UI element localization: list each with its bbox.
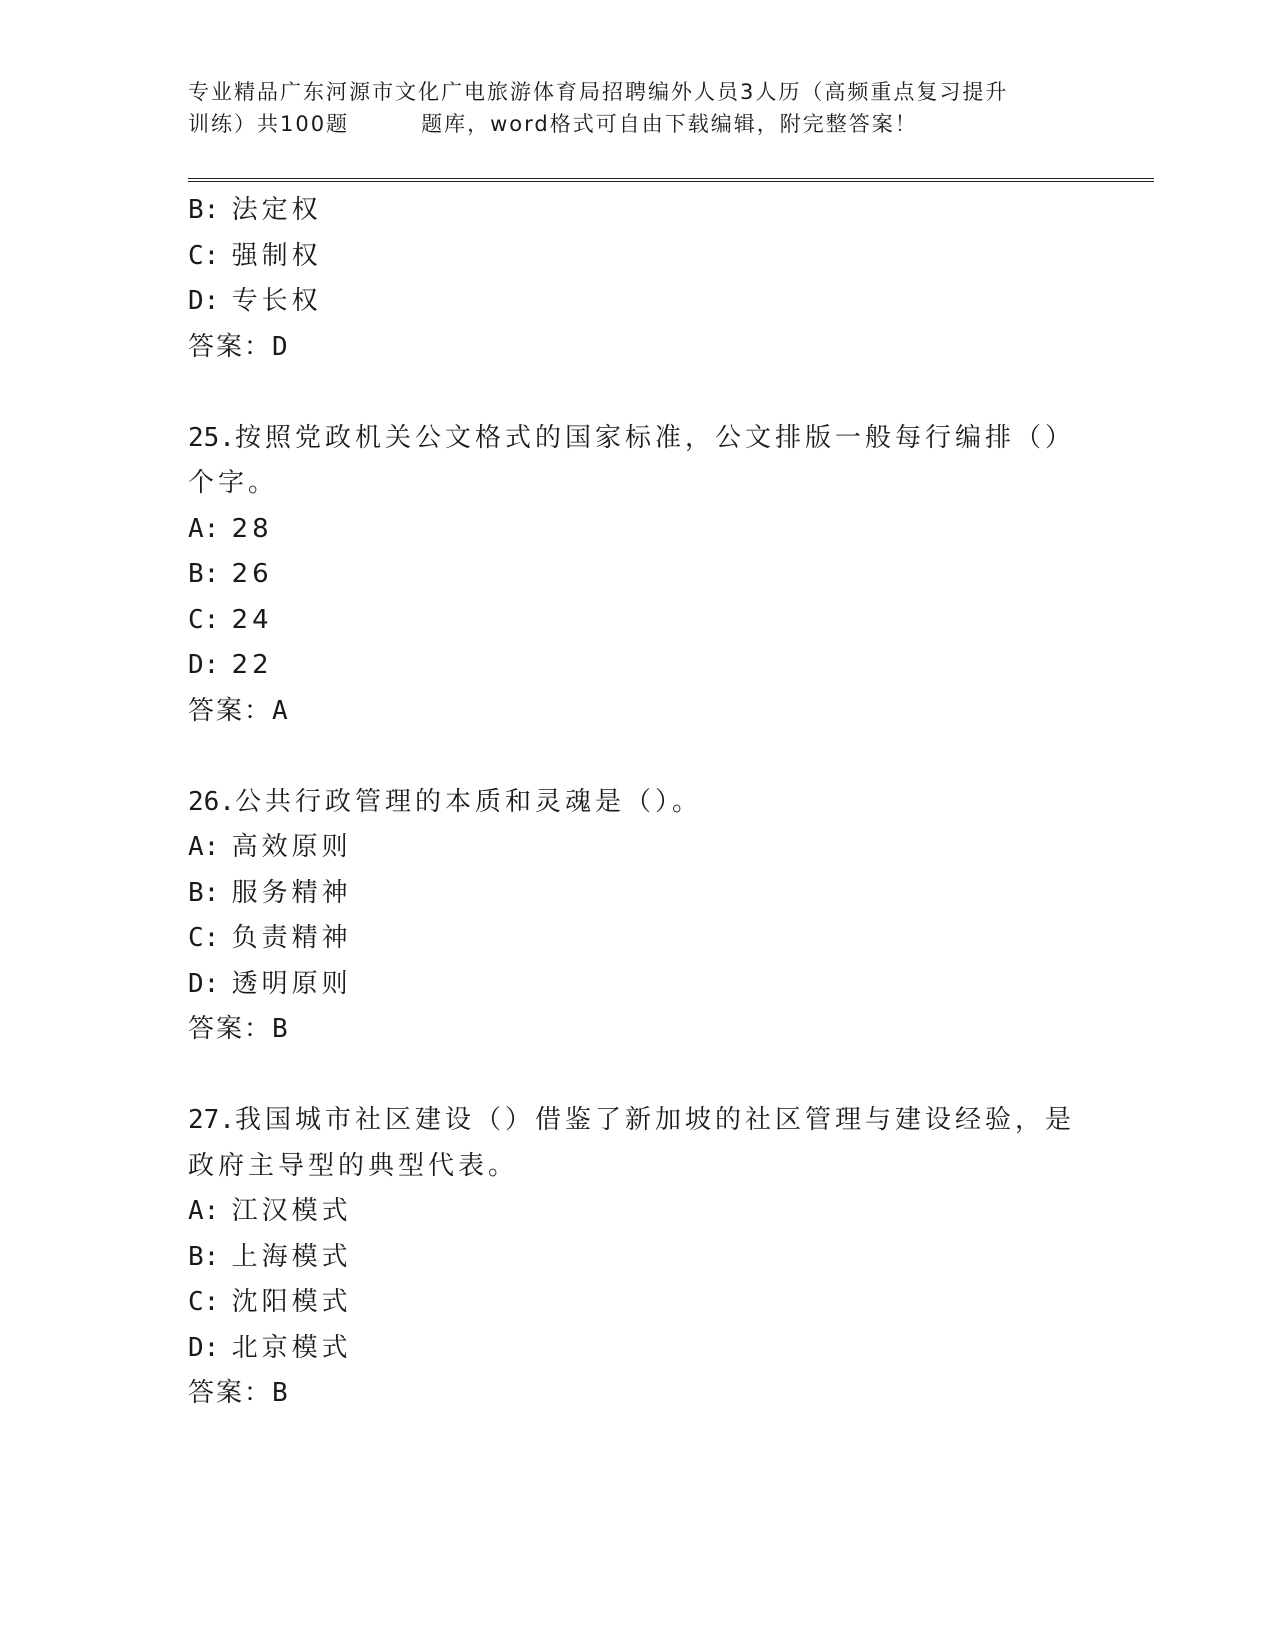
answer-label: 答案： xyxy=(188,1378,273,1408)
option-text: 江汉模式 xyxy=(231,1196,352,1226)
option-text: 强制权 xyxy=(231,240,322,271)
option-row xyxy=(188,643,1088,689)
question-number: 26. xyxy=(188,786,235,817)
option-row xyxy=(188,188,1088,234)
option-text: 28 xyxy=(231,513,273,544)
question-25 xyxy=(188,416,1088,735)
answer-value: A xyxy=(272,695,288,726)
option-row xyxy=(188,1326,1088,1372)
answer-line xyxy=(188,325,1088,371)
answer-line xyxy=(188,1371,1088,1417)
answer-line xyxy=(188,1007,1088,1053)
option-text: 专长权 xyxy=(231,286,322,316)
option-text: 法定权 xyxy=(231,195,322,225)
option-letter: D: xyxy=(188,650,220,680)
option-row xyxy=(188,598,1088,644)
option-row xyxy=(188,1189,1088,1235)
question-stem xyxy=(188,780,1078,826)
option-row xyxy=(188,552,1088,598)
option-text: 上海模式 xyxy=(231,1241,352,1272)
header-divider xyxy=(188,178,1154,182)
question-26 xyxy=(188,780,1088,1053)
option-letter: B: xyxy=(188,1241,220,1272)
header-line-2-part-a: 训练）共100题 xyxy=(188,112,350,136)
option-text: 透明原则 xyxy=(231,968,352,999)
option-row xyxy=(188,916,1088,962)
option-letter: B: xyxy=(188,195,220,225)
option-letter: A: xyxy=(188,513,220,544)
answer-label: 答案： xyxy=(188,1014,273,1044)
question-stem xyxy=(188,416,1078,507)
option-row xyxy=(188,825,1088,871)
option-row xyxy=(188,234,1088,280)
option-letter: C: xyxy=(188,923,220,953)
option-row xyxy=(188,871,1088,917)
option-letter: C: xyxy=(188,1287,220,1317)
option-row xyxy=(188,1235,1088,1281)
option-letter: D: xyxy=(188,968,220,999)
option-text: 24 xyxy=(231,604,273,635)
header-line-1: 专业精品广东河源市文化广电旅游体育局招聘编外人员3人历（高频重点复习提升 xyxy=(188,80,1009,104)
option-row xyxy=(188,962,1088,1008)
option-letter: A: xyxy=(188,832,220,862)
page-header xyxy=(188,76,1088,140)
option-row xyxy=(188,507,1088,553)
option-text: 北京模式 xyxy=(231,1332,352,1363)
question-number: 25. xyxy=(188,422,235,453)
answer-value: D xyxy=(272,331,288,362)
question-content xyxy=(188,188,1088,1417)
question-stem xyxy=(188,1098,1078,1189)
question-text: 按照党政机关公文格式的国家标准，公文排版一般每行编排（）个字。 xyxy=(188,422,1075,498)
option-text: 服务精神 xyxy=(231,877,352,908)
question-text: 公共行政管理的本质和灵魂是（）。 xyxy=(234,786,702,817)
option-text: 高效原则 xyxy=(231,832,352,862)
option-letter: D: xyxy=(188,286,220,316)
header-line-2 xyxy=(188,108,1088,140)
option-text: 沈阳模式 xyxy=(231,1287,352,1317)
prev-question-tail xyxy=(188,188,1088,370)
header-line-2-part-b: 题库，word格式可自由下载编辑，附完整答案！ xyxy=(421,112,918,136)
option-letter: B: xyxy=(188,877,220,908)
answer-value: B xyxy=(272,1014,288,1044)
option-letter: B: xyxy=(188,559,220,589)
option-text: 负责精神 xyxy=(231,923,352,953)
answer-label: 答案： xyxy=(188,331,273,362)
answer-line xyxy=(188,689,1088,735)
question-text: 我国城市社区建设（）借鉴了新加坡的社区管理与建设经验，是政府主导型的典型代表。 xyxy=(188,1105,1075,1181)
option-letter: C: xyxy=(188,240,220,271)
option-letter: D: xyxy=(188,1332,220,1363)
option-row xyxy=(188,279,1088,325)
question-number: 27. xyxy=(188,1105,235,1135)
answer-label: 答案： xyxy=(188,695,273,726)
option-text: 22 xyxy=(231,650,273,680)
answer-value: B xyxy=(272,1378,288,1408)
option-letter: A: xyxy=(188,1196,220,1226)
option-row xyxy=(188,1280,1088,1326)
option-text: 26 xyxy=(231,559,273,589)
option-letter: C: xyxy=(188,604,220,635)
question-27 xyxy=(188,1098,1088,1417)
